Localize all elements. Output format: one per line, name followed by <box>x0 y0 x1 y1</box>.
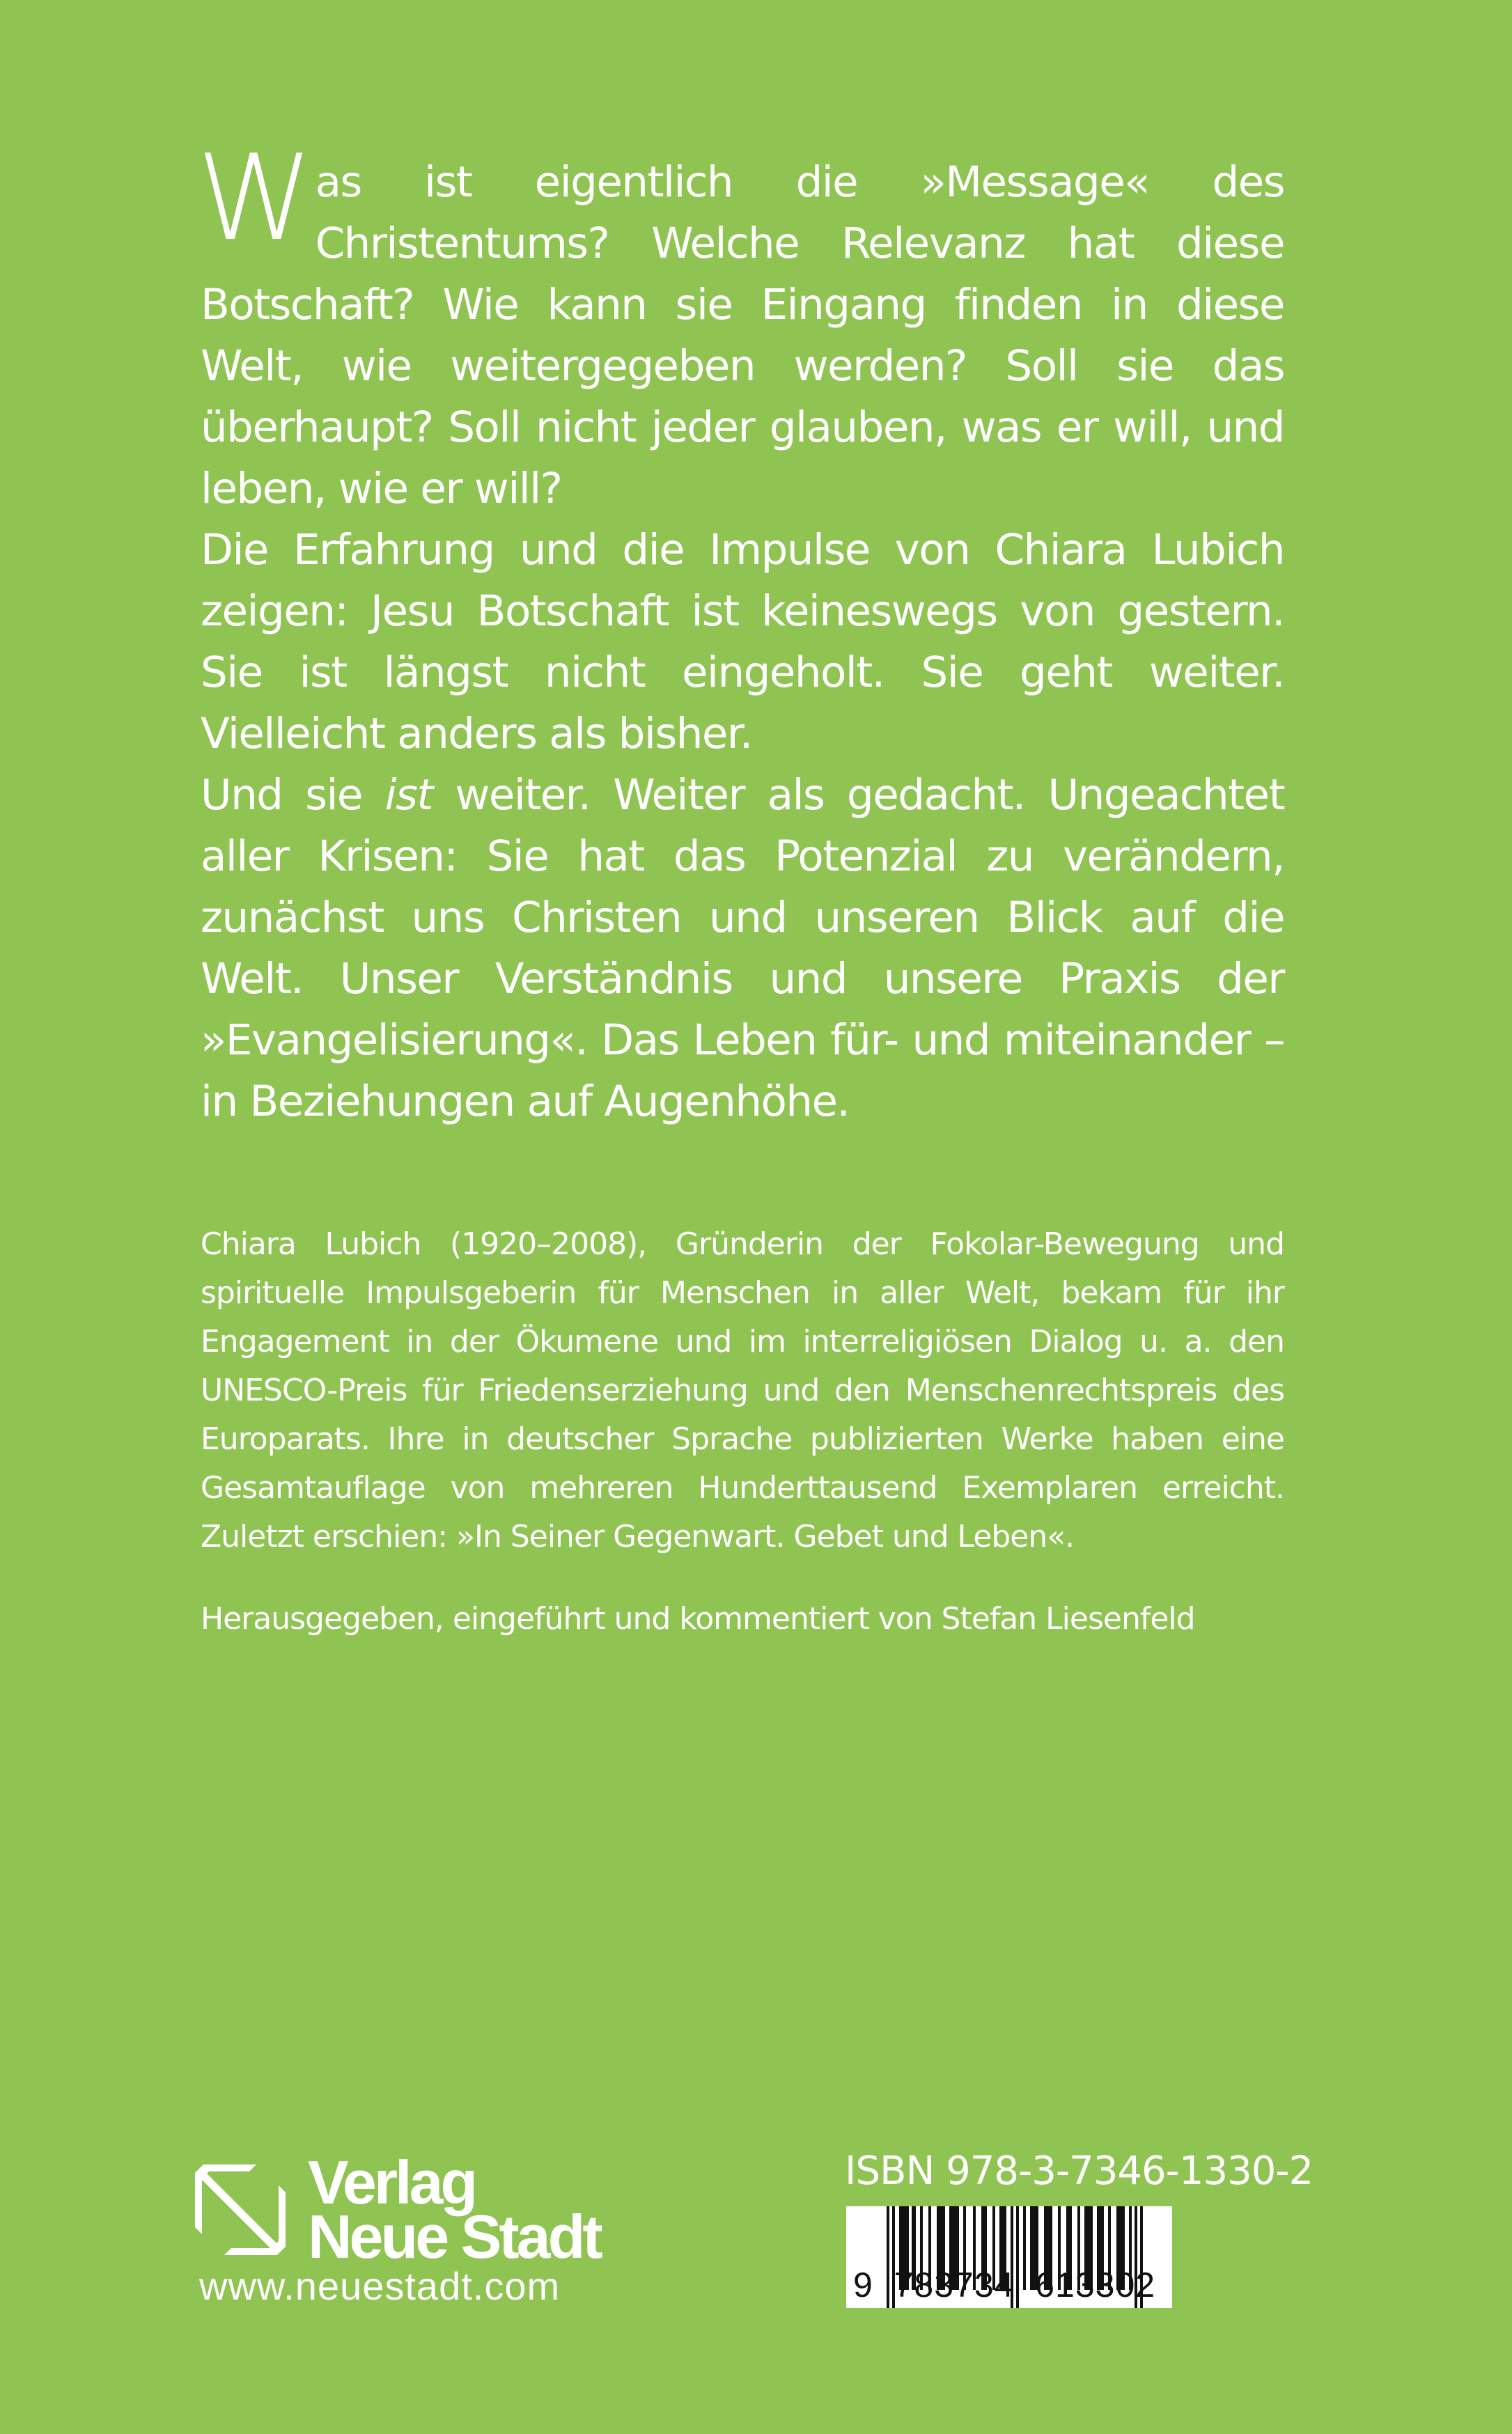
blurb-text <box>196 130 1284 1132</box>
barcode <box>846 2206 1172 2308</box>
publisher-url: www.neuestadt.com <box>199 2264 561 2308</box>
blurb-paragraph-2: Die Erfahrung und die Impulse von Chiara Lubich zeigen: Jesu Botschaft ist keineswegs von gestern. Sie ist längst nicht eingeholt. Sie geht weiter. Vielleicht anders als bisher. <box>201 525 1284 758</box>
barcode-digits: 9 783734 613302 <box>853 2265 1156 2304</box>
editor-credit: Herausgegeben, eingeführt und kommentiert von Stefan Liesenfeld <box>201 1601 1195 1637</box>
publisher-emblem-icon <box>195 2164 286 2255</box>
drop-cap: W <box>196 130 313 267</box>
blurb-paragraph-1: Was ist eigentlich die »Message« des Christentums? Welche Relevanz hat diese Botschaft? Wie kann sie Eingang finden in diese Welt, wie weitergegeben werden? Soll sie das überhaupt? Soll nicht jeder glauben, was er will, und leben, wie er will? <box>196 130 1284 513</box>
blurb-paragraph-3: Und sie ist weiter. Weiter als gedacht. Ungeachtet aller Krisen: Sie hat das Potenzial zu verändern, zunächst uns Christen und unseren Blick auf die Welt. Unser Verständnis und unsere Praxis der »Evangelisierung«. Das Leben für- und miteinander – in Beziehungen auf Augenhöhe. <box>201 770 1284 1126</box>
author-bio: Chiara Lubich (1920–2008), Gründerin der Fokolar-Bewegung und spirituelle Impulsgeberin für Menschen in aller Welt, bekam für ihr Engagement in der Ökumene und im interreligiösen Dialog u. a. den UNESCO-Preis für Friedenserziehung und den Menschenrechtspreis des Europarats. Ihre in deutscher Sprache publizierten Werke haben eine Gesamtauflage von mehreren Hunderttausend Exemplaren erreicht. Zuletzt erschien: »In Seiner Gegenwart. Gebet und Leben«. <box>201 1226 1284 1554</box>
publisher-logo <box>195 2148 600 2271</box>
isbn-label: ISBN 978-3-7346-1330-2 <box>845 2148 1314 2194</box>
publisher-name: Verlag Neue Stadt <box>308 2148 600 2271</box>
